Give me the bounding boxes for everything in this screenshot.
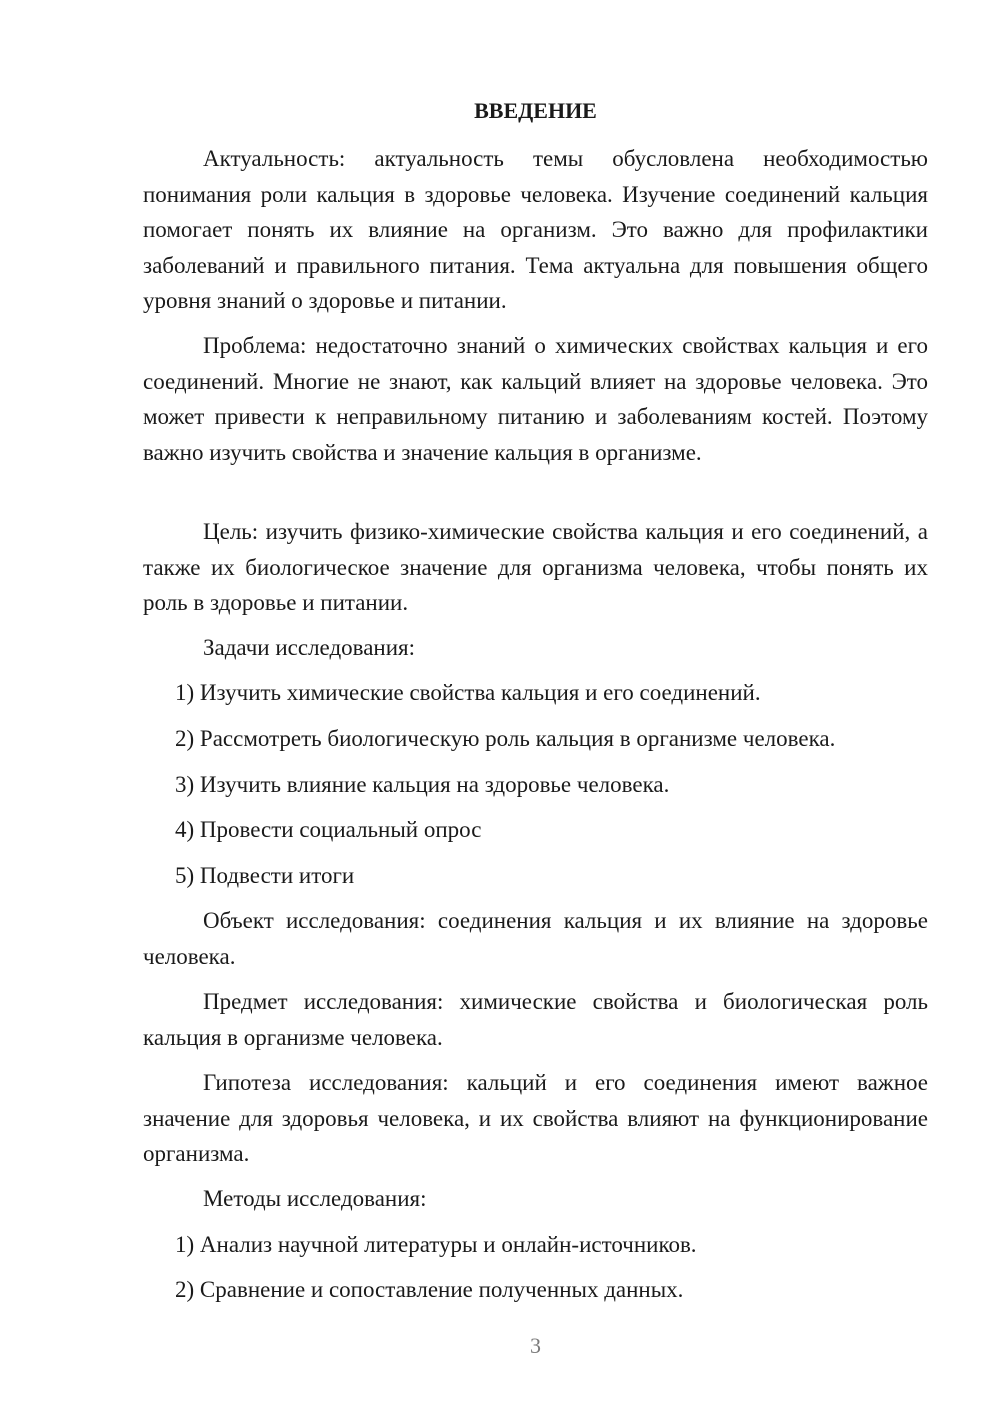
- page-number: 3: [530, 1333, 541, 1358]
- document-page: [143, 0, 928, 1414]
- method-item: 2) Сравнение и сопоставление полученных данных.: [175, 1277, 684, 1302]
- paragraph-hypothesis: Гипотеза исследования: кальций и его соединения имеют важное значение для здоровья человека, и их свойства влияют на функционирование организма.: [143, 1070, 928, 1166]
- task-item: 2) Рассмотреть биологическую роль кальция в организме человека.: [175, 726, 836, 751]
- paragraph-problem: Проблема: недостаточно знаний о химических свойствах кальция и его соединений. Многие не знают, как кальций влияет на здоровье человека. Это может привести к неправильному питанию и заболеваниям костей. Поэтому важно изучить свойства и значение кальция в организме.: [143, 333, 928, 465]
- methods-heading: Методы исследования:: [203, 1186, 427, 1211]
- paragraph-goal: Цель: изучить физико-химические свойства кальция и его соединений, а также их биологическое значение для организма человека, чтобы понять их роль в здоровье и питании.: [143, 519, 928, 615]
- paragraph-relevance: Актуальность: актуальность темы обусловлена необходимостью понимания роли кальция в здоровье человека. Изучение соединений кальция помогает понять их влияние на организм. Это важно для профилактики заболеваний и правильного питания. Тема актуальна для повышения общего уровня знаний о здоровье и питании.: [143, 146, 928, 313]
- tasks-heading: Задачи исследования:: [203, 635, 416, 660]
- method-item: 1) Анализ научной литературы и онлайн-источников.: [175, 1232, 697, 1257]
- task-item: 5) Подвести итоги: [175, 863, 355, 888]
- page-title: ВВЕДЕНИЕ: [474, 98, 597, 123]
- paragraph-object: Объект исследования: соединения кальция и их влияние на здоровье человека.: [143, 908, 928, 969]
- task-item: 1) Изучить химические свойства кальция и его соединений.: [175, 680, 761, 705]
- task-item: 3) Изучить влияние кальция на здоровье человека.: [175, 772, 670, 797]
- task-item: 4) Провести социальный опрос: [175, 817, 482, 842]
- paragraph-subject: Предмет исследования: химические свойства и биологическая роль кальция в организме человека.: [143, 989, 928, 1050]
